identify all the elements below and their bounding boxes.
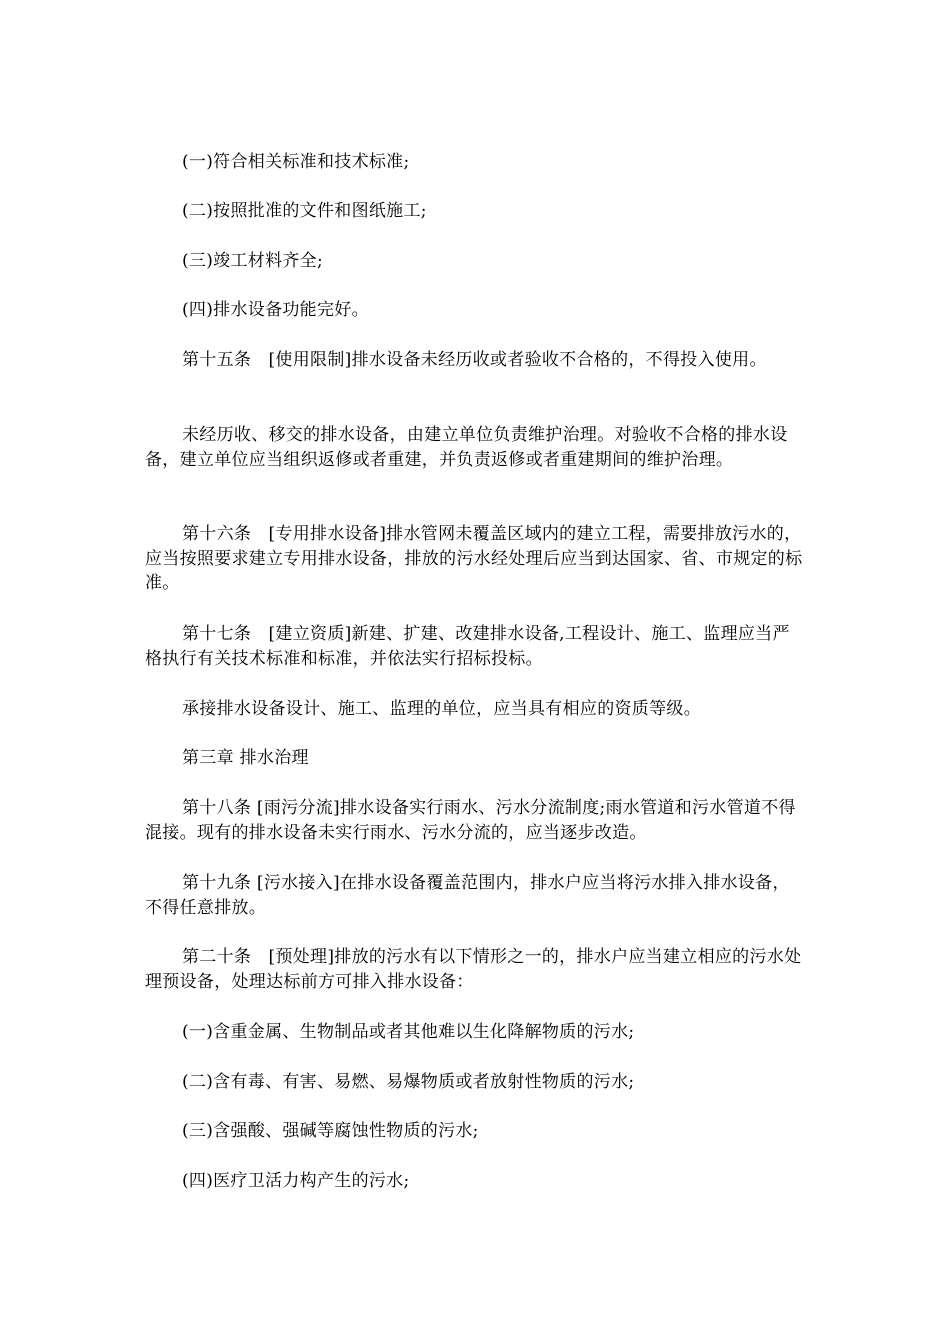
list-item-3: (三)含强酸、强碱等腐蚀性物质的污水; xyxy=(182,1121,479,1141)
article-15: 第十五条 [使用限制]排水设备未经历收或者验收不合格的，不得投入使用。 xyxy=(182,350,767,370)
article-18: 第十八条 [雨污分流]排水设备实行雨水、污水分流制度;雨水管道和污水管道不得混接。现有的排水设备未实行雨水、污水分流的，应当逐步改造。 xyxy=(145,798,796,843)
paragraph-1: (一)符合相关标准和技术标准; xyxy=(182,152,410,172)
article-16: 第十六条 [专用排水设备]排水管网未覆盖区域内的建立工程，需要排放污水的，应当按照要求建立专用排水设备，排放的污水经处理后应当到达国家、省、市规定的标准。 xyxy=(145,524,803,593)
article-17-detail: 承接排水设备设计、施工、监理的单位，应当具有相应的资质等级。 xyxy=(182,699,701,719)
chapter-heading: 第三章 排水治理 xyxy=(182,748,309,768)
paragraph-3: (三)竣工材料齐全; xyxy=(182,251,323,271)
paragraph-2: (二)按照批准的文件和图纸施工; xyxy=(182,201,427,221)
article-15-detail: 未经历收、移交的排水设备，由建立单位负责维护治理。对验收不合格的排水设备，建立单位应当组织返修或者重建，并负责返修或者重建期间的维护治理。 xyxy=(145,425,788,470)
list-item-2: (二)含有毒、有害、易燃、易爆物质或者放射性物质的污水; xyxy=(182,1072,635,1092)
list-item-1: (一)含重金属、生物制品或者其他难以生化降解物质的污水; xyxy=(182,1022,635,1042)
article-19: 第十九条 [污水接入]在排水设备覆盖范围内，排水户应当将污水排入排水设备，不得任意排放。 xyxy=(145,873,790,918)
article-20: 第二十条 [预处理]排放的污水有以下情形之一的，排水户应当建立相应的污水处理预设备，处理达标前方可排入排水设备： xyxy=(145,947,802,992)
paragraph-4: (四)排水设备功能完好。 xyxy=(182,300,369,320)
article-17: 第十七条 [建立资质]新建、扩建、改建排水设备,工程设计、施工、监理应当严格执行有关技术标准和标准，并依法实行招标投标。 xyxy=(145,624,790,669)
list-item-4: (四)医疗卫活力构产生的污水; xyxy=(182,1171,410,1191)
